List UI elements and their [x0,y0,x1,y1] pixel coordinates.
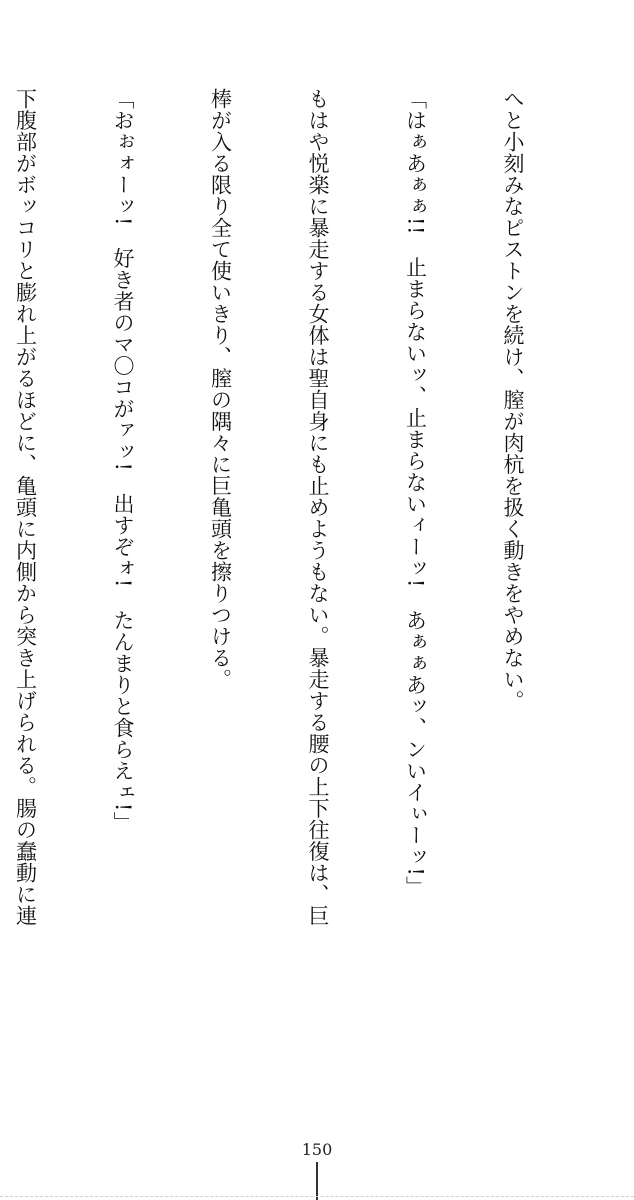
page-number: 150 [301,1140,333,1159]
text-line: 棒が入る限り全て使いきり、膣の隅々に巨亀頭を擦りつける。 [208,88,233,690]
text-line: もはや悦楽に暴走する女体は聖自身にも止めようもない。暴走する腰の上下往復は、巨 [306,88,330,927]
text-line: へと小刻みなピストンを続け、膣が肉杭を扱く動きをやめない。 [501,88,525,712]
text-line: 下腹部がボッコリと膨れ上がるほどに、亀頭に内側から突き上げられる。腸の蠢動に連 [13,88,38,927]
text-line: 「はぁあぁぁ!! 止まらないッ、止まらないィーッ! あぁぁあッ、ンいイぃーッ!」 [403,88,428,898]
text-line: 「おぉォーッ! 好き者のマ〇コがァッ! 出すぞォ! たんまりと食らえェ!」 [111,88,135,834]
body-text [0,88,594,1088]
page-number-rule [316,1162,318,1200]
bottom-edge-divider [0,1196,634,1198]
